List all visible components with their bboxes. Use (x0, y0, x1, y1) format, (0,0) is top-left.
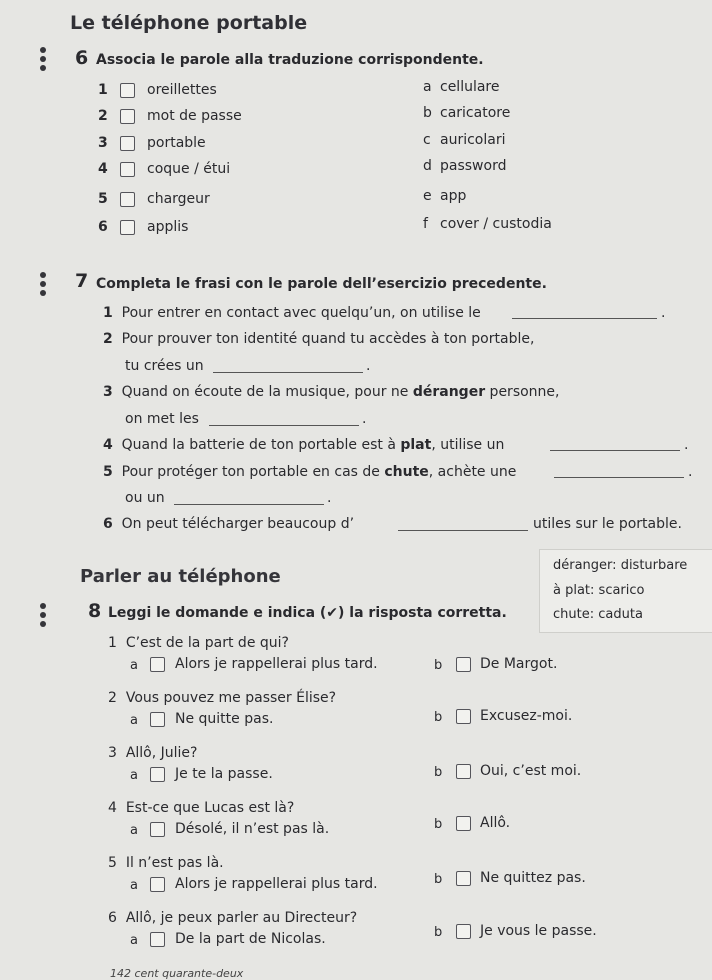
question: 4 Est-ce que Lucas est là? (108, 800, 295, 816)
option-b-text: De Margot. (480, 656, 558, 672)
exercise-6-number: 6 (75, 47, 89, 69)
sentence-1: 1 Pour entrer en contact avec quelqu’un, on utilise le (103, 305, 481, 321)
blank-6[interactable] (398, 530, 528, 531)
exercise-6-instruction: Associa le parole alla traduzione corrispondente. (96, 52, 484, 68)
sentence-4-end: . (684, 437, 689, 453)
option-a-checkbox[interactable] (150, 932, 165, 947)
match-left-word: applis (147, 219, 189, 235)
question: 2 Vous pouvez me passer Élise? (108, 690, 337, 706)
sentence-4: 4 Quand la batterie de ton portable est à plat, utilise un (103, 437, 505, 453)
exercise-dots-icon (40, 272, 46, 299)
match-right-letter: a (423, 79, 432, 95)
answer-checkbox[interactable] (120, 109, 135, 124)
match-right-word: caricatore (440, 105, 511, 121)
match-left-number: 4 (98, 161, 108, 177)
sentence-3-end: . (362, 411, 367, 427)
match-right-word: cover / custodia (440, 216, 552, 232)
match-left-number: 2 (98, 108, 108, 124)
sentence-2-cont: tu crées un (125, 358, 204, 374)
match-left-word: coque / étui (147, 161, 231, 177)
match-right-letter: d (423, 158, 432, 174)
match-right-word: password (440, 158, 507, 174)
blank-4[interactable] (550, 450, 680, 451)
match-right-word: cellulare (440, 79, 500, 95)
page-footer: 142 cent quarante-deux (110, 967, 244, 980)
blank-2[interactable] (213, 372, 363, 373)
option-b-text: Excusez-moi. (480, 708, 573, 724)
match-right-letter: f (423, 216, 428, 232)
sentence-3: 3 Quand on écoute de la musique, pour ne déranger personne, (103, 384, 560, 400)
answer-checkbox[interactable] (120, 162, 135, 177)
match-right-letter: b (423, 105, 432, 121)
question: 5 Il n’est pas là. (108, 855, 224, 871)
option-b-text: Je vous le passe. (480, 923, 597, 939)
match-left-word: oreillettes (147, 82, 217, 98)
question: 1 C’est de la part de qui? (108, 635, 289, 651)
sentence-3-cont: on met les (125, 411, 199, 427)
exercise-dots-icon (40, 603, 46, 630)
vocabulary-box (539, 549, 712, 633)
option-b-text: Oui, c’est moi. (480, 763, 582, 779)
sentence-5-end: . (688, 464, 693, 480)
option-a-checkbox[interactable] (150, 822, 165, 837)
answer-checkbox[interactable] (120, 220, 135, 235)
exercise-dots-icon (40, 47, 46, 74)
option-b-checkbox[interactable] (456, 924, 471, 939)
option-a-text: Alors je rappellerai plus tard. (175, 876, 378, 892)
exercise-7-instruction: Completa le frasi con le parole dell’esercizio precedente. (96, 276, 547, 292)
option-b-checkbox[interactable] (456, 871, 471, 886)
vocab-item: chute: caduta (553, 607, 643, 622)
option-a-text: Désolé, il n’est pas là. (175, 821, 330, 837)
exercise-8-instruction: Leggi le domande e indica (✔) la risposta corretta. (108, 605, 507, 621)
option-a-text: Alors je rappellerai plus tard. (175, 656, 378, 672)
sentence-5-end2: . (327, 490, 332, 506)
sentence-5: 5 Pour protéger ton portable en cas de chute, achète une (103, 464, 517, 480)
match-left-word: mot de passe (147, 108, 242, 124)
blank-3[interactable] (209, 425, 359, 426)
option-a-text: Je te la passe. (175, 766, 273, 782)
match-left-number: 1 (98, 82, 108, 98)
sentence-6: 6 On peut télécharger beaucoup d’ (103, 516, 355, 532)
question: 6 Allô, je peux parler au Directeur? (108, 910, 358, 926)
option-b-checkbox[interactable] (456, 709, 471, 724)
match-left-number: 6 (98, 219, 108, 235)
match-right-letter: c (423, 132, 431, 148)
option-b-checkbox[interactable] (456, 816, 471, 831)
exercise-7-number: 7 (75, 270, 89, 292)
sentence-1-end: . (661, 305, 666, 321)
answer-checkbox[interactable] (120, 83, 135, 98)
vocab-item: à plat: scarico (553, 583, 645, 598)
option-a-checkbox[interactable] (150, 767, 165, 782)
option-a-checkbox[interactable] (150, 712, 165, 727)
blank-5b[interactable] (174, 504, 324, 505)
option-b-text: Ne quittez pas. (480, 870, 586, 886)
section-title: Parler au téléphone (80, 566, 281, 587)
match-left-number: 3 (98, 135, 108, 151)
sentence-6-end: utiles sur le portable. (533, 516, 682, 532)
option-a-checkbox[interactable] (150, 877, 165, 892)
option-a-text: Ne quitte pas. (175, 711, 274, 727)
option-a-text: De la part de Nicolas. (175, 931, 326, 947)
match-right-word: auricolari (440, 132, 506, 148)
blank-1[interactable] (512, 318, 657, 319)
match-left-word: chargeur (147, 191, 210, 207)
match-left-number: 5 (98, 191, 108, 207)
match-right-word: app (440, 188, 467, 204)
sentence-5-cont: ou un (125, 490, 165, 506)
sentence-2: 2 Pour prouver ton identité quand tu accèdes à ton portable, (103, 331, 535, 347)
blank-5a[interactable] (554, 477, 684, 478)
sentence-2-end: . (366, 358, 371, 374)
match-right-letter: e (423, 188, 432, 204)
option-b-checkbox[interactable] (456, 764, 471, 779)
answer-checkbox[interactable] (120, 136, 135, 151)
exercise-8-number: 8 (88, 600, 102, 622)
option-a-checkbox[interactable] (150, 657, 165, 672)
option-b-checkbox[interactable] (456, 657, 471, 672)
match-left-word: portable (147, 135, 206, 151)
vocab-item: déranger: disturbare (553, 558, 688, 573)
page-title: Le téléphone portable (70, 12, 308, 34)
question: 3 Allô, Julie? (108, 745, 198, 761)
option-b-text: Allô. (480, 815, 511, 831)
answer-checkbox[interactable] (120, 192, 135, 207)
